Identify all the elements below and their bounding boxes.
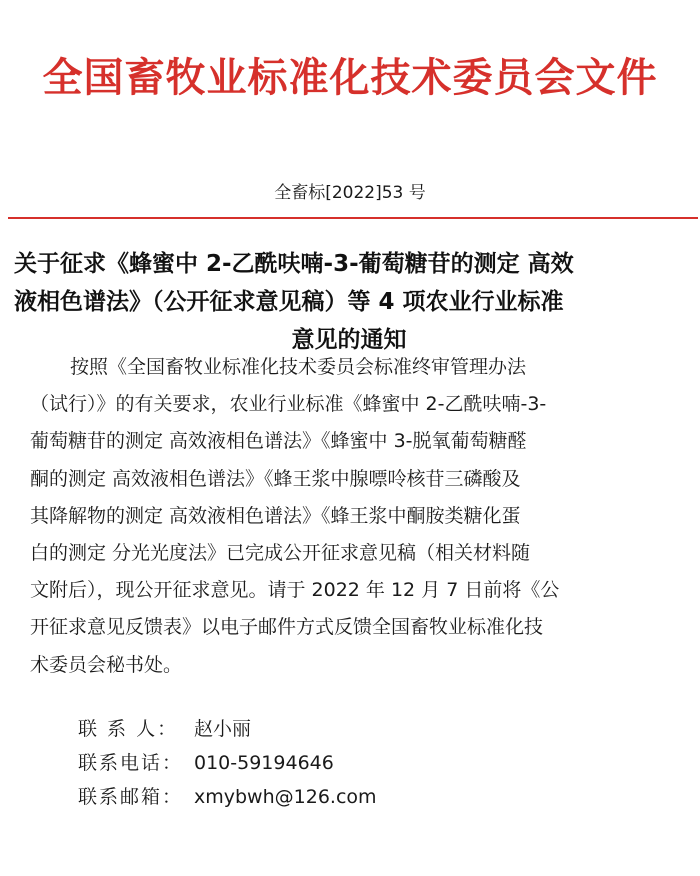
- notice-title-line: 关于征求《蜂蜜中 2-乙酰呋喃-3-葡萄糖苷的测定 高效: [14, 251, 574, 277]
- body-line: 按照《全国畜牧业标准化技术委员会标准终审管理办法: [70, 356, 527, 378]
- contact-person-label: 联 系 人：: [78, 718, 179, 740]
- body-line: 文附后），现公开征求意见。请于 2022 年 12 月 7 日前将《公: [30, 579, 560, 602]
- contact-person-value: 赵小丽: [194, 718, 252, 740]
- contact-email-label: 联系邮箱：: [78, 786, 184, 808]
- body-line: （试行）》的有关要求，农业行业标准《蜂蜜中 2-乙酰呋喃-3-: [30, 393, 547, 416]
- body-line: 酮的测定 高效液相色谱法》《蜂王浆中腺嘌呤核苷三磷酸及: [30, 467, 521, 490]
- body-line: 术委员会秘书处。: [30, 653, 183, 676]
- notice-title-line: 液相色谱法》（公开征求意见稿）等 4 项农业行业标准: [14, 289, 564, 315]
- contact-email-row: [78, 780, 377, 814]
- body-line: 开征求意见反馈表》以电子邮件方式反馈全国畜牧业标准化技: [30, 616, 544, 639]
- contact-phone-value[interactable]: 010-59194646: [194, 752, 334, 774]
- notice-body: [30, 349, 670, 684]
- notice-title: [14, 245, 684, 359]
- notice-title-line: 意见的通知: [291, 327, 407, 353]
- contact-email-value[interactable]: xmybwh@126.com: [194, 786, 377, 808]
- contact-person-row: [78, 712, 377, 746]
- body-line: 白的测定 分光光度法》已完成公开征求意见稿（相关材料随: [30, 542, 531, 565]
- red-divider-line: [8, 217, 698, 219]
- body-line: 葡萄糖苷的测定 高效液相色谱法》《蜂蜜中 3-脱氧葡萄糖醛: [30, 430, 527, 453]
- document-number: 全畜标[2022]53 号: [274, 183, 426, 203]
- contact-phone-label: 联系电话：: [78, 752, 184, 774]
- contact-block: [78, 712, 377, 814]
- body-line: 其降解物的测定 高效液相色谱法》《蜂王浆中酮胺类糖化蛋: [30, 504, 521, 527]
- org-header-title: 全国畜牧业标准化技术委员会文件: [42, 54, 658, 101]
- contact-phone-row: [78, 746, 377, 780]
